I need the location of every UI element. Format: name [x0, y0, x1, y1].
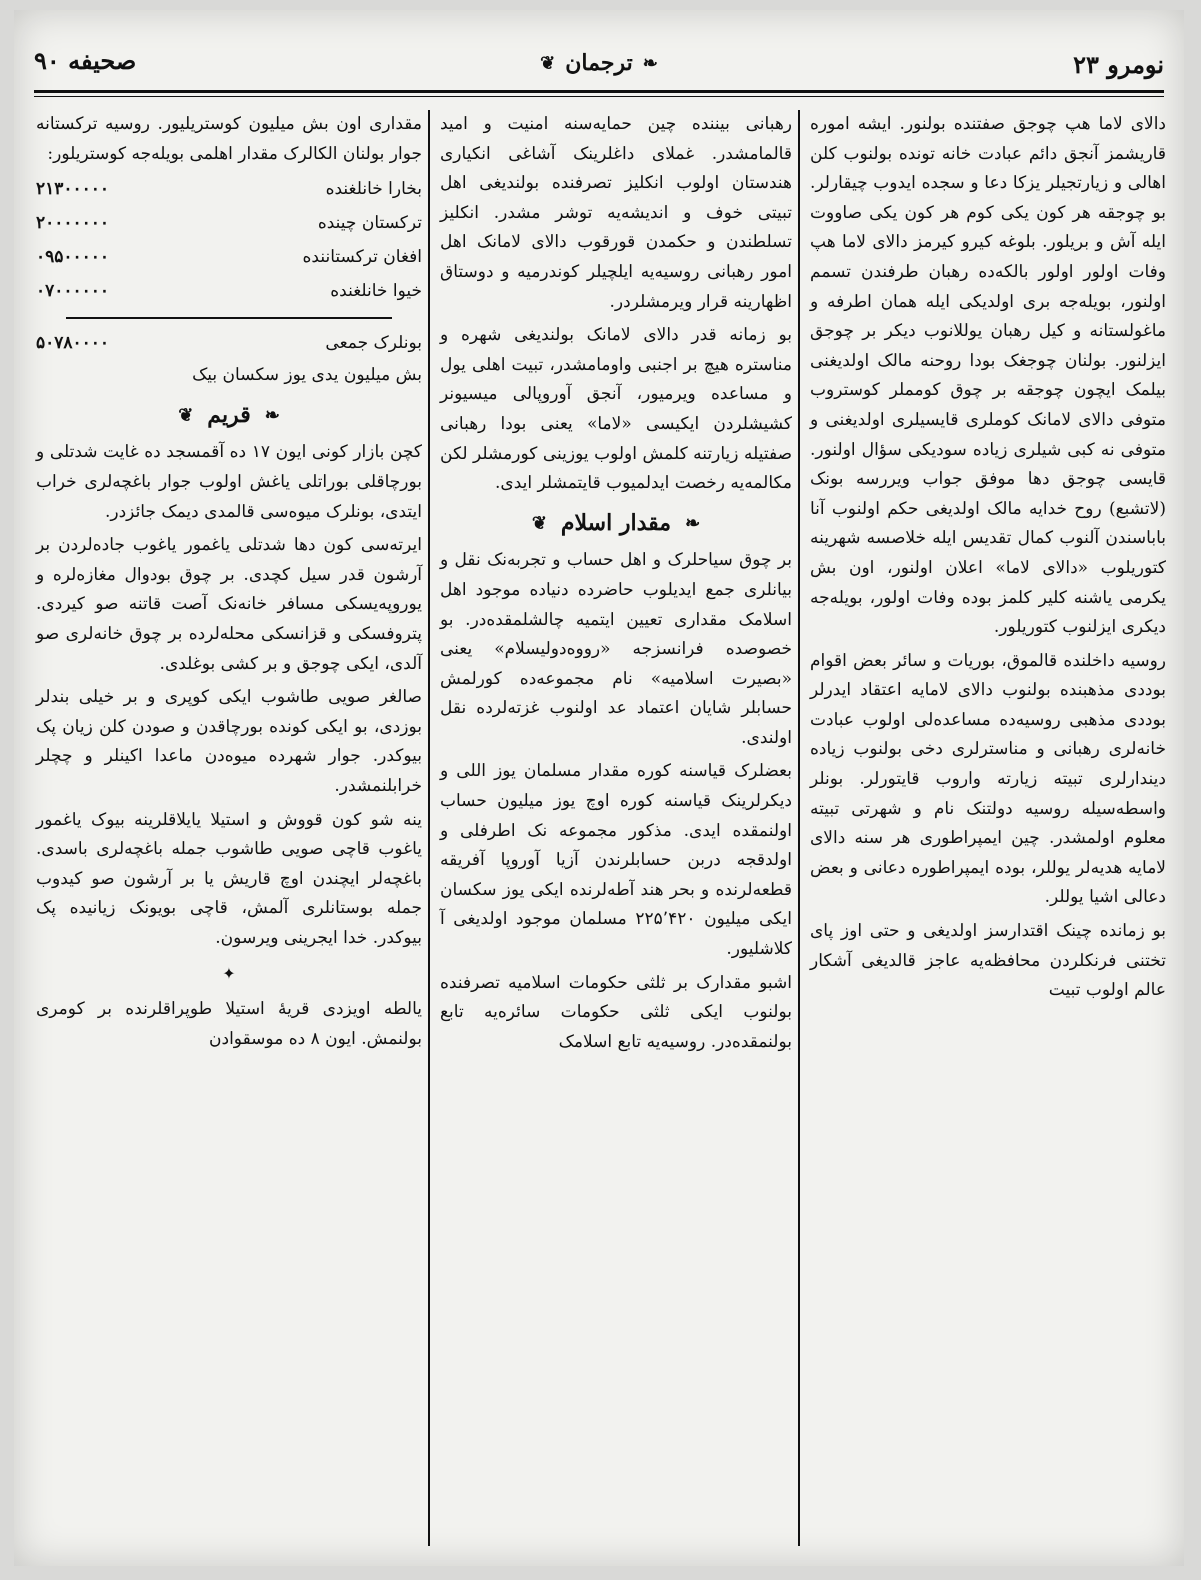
row-label: افغان ترکستاننده [302, 247, 422, 268]
table-total [36, 327, 422, 361]
paragraph: مقداری اون بش میلیون کوستریلیور. روسیه ترکستانه جوار بولنان الکالرک مقدار اهلمی بویله‌جه کوستریلور: [36, 114, 422, 164]
paragraph: روسیه داخلنده قالموق، بوریات و سائر بعض اقوام بوددی مذهبنده بولنوب دالای لامایه اعتقاد ایدرلر بوددی مذهبی روسیه‌ده مساعده‌لی اولوب عبادت خانه‌لری رهبانی و مناسترلری دخی بولنوب زیاده دیندارلری تبیته زیارته واروب قایتورلر. بونلر واسطه‌سیله روسیه دولتنک نام و شهرتی تبیته معلوم اولمشدر. چین ایمپراطوری هر سنه دالای لامایه هدیه‌لر یوللر، بوده ایمپراطوره دعانی و بعض دعالی اشیا یوللر. [810, 650, 1166, 908]
row-label: خیوا خانلغنده [330, 281, 422, 302]
paragraph: ینه شو کون قووش و استیلا یایلاقلرینه بیوک یاغمور یاغوب قاچی صویی طاشوب جمله باغچه‌لری باسدی. باغچه‌لر ایچندن اوچ قاریش یا بر آرشون صو کیدوب جمله بوستانلری آلمش، قاچی بویونک زیانیده پک بیوکدر. خدا ایجرینی ویرسون. [36, 809, 422, 948]
paragraph: اشبو مقدارک بر ثلثی حکومات اسلامیه تصرفنده بولنوب ایکی ثلثی حکومات سائره‌یه تابع بولنمقده‌در. روسیه‌یه تابع اسلامک [440, 972, 792, 1052]
paragraph: رهبانی بیننده چین حمایه‌سنه امنیت و امید قالمامشدر. غملای داغلرینک آشاغی انکیاری هندستان اولوب انکلیز تصرفنده بولندیغی اهل تبیتی خوف و اندیشه‌یه توشر مشدر. انکلیز تسلطندن و حکمدن قورقوب دالای لامانک اهل امور رهبانی روسیه‌یه ایلچیلر کوندرمیه و دوستاق اظهارینه قرار ویرمشلردر. [440, 114, 792, 312]
paragraph: یالطه اویزدی قریهٔ استیلا طوپراقلرنده بر کومری بولنمش. ایون ۸ ده موسقوادن [36, 999, 422, 1049]
total-label: بونلرک جمعی [325, 333, 422, 354]
heading-text: مقدار اسلام [560, 509, 672, 536]
population-table [36, 173, 422, 309]
row-label: بخارا خانلغنده [325, 179, 422, 200]
row-value: ۰۹۵۰۰۰۰۰ [36, 247, 110, 268]
header-rule-thin [34, 96, 1164, 97]
ornament-icon: ❧ [642, 52, 658, 74]
header-rule [34, 90, 1164, 93]
sum-rule [66, 317, 392, 319]
page-number: صحیفه ۹۰ [34, 46, 137, 75]
ornament-icon: ❦ [540, 52, 556, 74]
divider-ornament-icon: ✦ [222, 964, 236, 984]
section-heading [440, 509, 792, 539]
column-middle [440, 110, 792, 1546]
row-label: ترکستان چینده [317, 213, 422, 234]
paragraph: دالای لاما هپ چوجق صفتنده بولنور. ایشه اموره قاریشمز آنجق دائم عبادت خانه تونده بولنوب کلن اهالی و زیارتجیلر یزکا دعا و سجده ایدوب چیقارلر. بو چوجقه هر کون یکی کوم هر کون یکی صاووت ایله آش و بریلور. بلوغه کیرو کیرمز دالای لاما هپ وفات اولور اولور بالکه‌ده رهبان طرفندن تسمم اولنور، بویله‌جه بری اولدیکی ایله همان اطرفه و ماغولستانه و کیل رهبان یوللانوب دیکر بر چوجق ایزلنور. بولنان چوجغک بودا روحنه مالک اولدیغنی بیلمک ایچون چوجقه بر چوق کومملر کوستروب متوفی دالای لامانک کوملری قایسیلری اولدیغنی و متوفی نه کبی شیلری زیاده سودیکی سؤال اولنور. قایسی چوجق دها موفق جواب ویررسه بونک (لاتشبع) روح خدایه مالک اولدیغی حکم اولنوب آنا باباسندن آلنوب کمال تقدیس ایله خلاصسه شهرینه کتوریلوب «دالای لاما» اعلان اولنور، اون بش یکرمی یاشنه کلیر کلمز بوده وفات اولور، بویله‌جه دیکری ایزلنوب کتوریلور. [810, 114, 1166, 638]
column-divider [428, 110, 430, 1546]
ornament-icon: ❦ [178, 404, 194, 426]
issue-number: نومرو ۲۳ [1073, 50, 1164, 79]
paragraph: ایرته‌سی کون دها شدتلی یاغمور یاغوب جاده‌لردن بر آرشون قدر سیل کچدی. بر چوق بودوال مغازه‌لره و یوروپه‌یسکی مسافر خانه‌نک آصت قاتنه صو کیردی. پتروفسکی و قزانسکی محله‌لرده بر چوق خانه‌لری صو آلدی، ایکی چوجق و بر کشی بوغلدی. [36, 535, 422, 674]
row-value: ۰۷۰۰۰۰۰۰ [36, 281, 110, 302]
paragraph: بو زمانه قدر دالای لامانک بولندیغی شهره و مناستره هیچ بر اجنبی واومامشدر، تبیت اهلی یول و مساعده ویرمیور، آنجق آوروپالی میسیونر کشیشلردن ایکیسی «لاما» یعنی بودا رهبانی صفتیله زیارتنه کلمش اولوب یوزینی کورمشلر لکن مکالمه‌یه رخصت ایدلمیوب قایتمشلر ایدی. [440, 325, 792, 494]
table-row [36, 207, 422, 241]
total-in-words: بش میلیون یدی یوز سکسان بیک [192, 365, 422, 386]
table-row [36, 275, 422, 309]
paragraph: بو زمانده چینک اقتدارسز اولدیغی و حتی اوز پای تختنی فرنکلردن محافظه‌یه عاجز قالدیغی آشکار عالم اولوب تبیت [810, 921, 1166, 1001]
ornament-icon: ❦ [531, 512, 547, 534]
masthead-title: ترجمان [565, 50, 633, 76]
row-value: ۲۱۳۰۰۰۰۰ [36, 179, 110, 200]
column-right [810, 110, 1166, 1546]
table-row [36, 241, 422, 275]
ornament-icon: ❧ [264, 404, 280, 426]
section-heading [36, 401, 422, 431]
table-row [36, 173, 422, 207]
paragraph: بر چوق سیاحلرک و اهل حساب و تجربه‌نک نقل و بیانلری جمع ایدیلوب حاضرده دنیاده موجود اهل اسلامک مقداری تعیین ایتمیه چالشلمقده‌در. بو خصوصده فرانسزجه «رووه‌دولیسلام» یعنی «بصیرت اسلامیه» نام مجموعه‌ده کورلمش حسابلر شایان اعتماد عد اولنوب غزته‌لرده نقل اولندی. [440, 550, 792, 748]
paragraph: بعضلرک قیاسنه کوره مقدار مسلمان یوز اللی و دیکرلرینک قیاسنه کوره اوچ یوز میلیون حساب اولنمقده ایدی. مذکور مجموعه نک اطرفلی و اولدقجه دربن حسابلرندن آزیا آوروپا آفریقه قطعه‌لرنده و بحر هند آطه‌لرنده ایکی یوز سکسان ایکی میلیون ۲۲۵٬۴۲۰ مسلمان موجود اولدیغی آ کلاشلیور. [440, 761, 792, 960]
row-value: ۲۰۰۰۰۰۰۰ [36, 213, 110, 234]
masthead [540, 50, 658, 76]
heading-text: قریم [207, 401, 251, 428]
ornament-icon: ❧ [685, 512, 701, 534]
newspaper-page [14, 10, 1184, 1566]
paragraph: کچن بازار کونی ایون ۱۷ ده آقمسجد ده غایت شدتلی و بورچاقلی بوراتلی یاغش اولوب جوار باغچه‌لری خراب ایتدی، بونلرک میوه‌سی قالمدی دیمک جائزدر. [36, 442, 422, 522]
column-divider [798, 110, 800, 1546]
paragraph: صالغر صویی طاشوب ایکی کوپری و بر خیلی بندلر بوزدی، بو ایکی کونده بورچاقدن و صودن کلن زیان پک بیوکدر. جوار شهرده میوه‌دن ماعدا اکینلر و چچلر خرابلنمشدر. [36, 687, 422, 796]
total-value: ۵۰۷۸۰۰۰۰ [36, 333, 110, 354]
column-left [36, 110, 422, 1546]
page-header [34, 38, 1164, 84]
